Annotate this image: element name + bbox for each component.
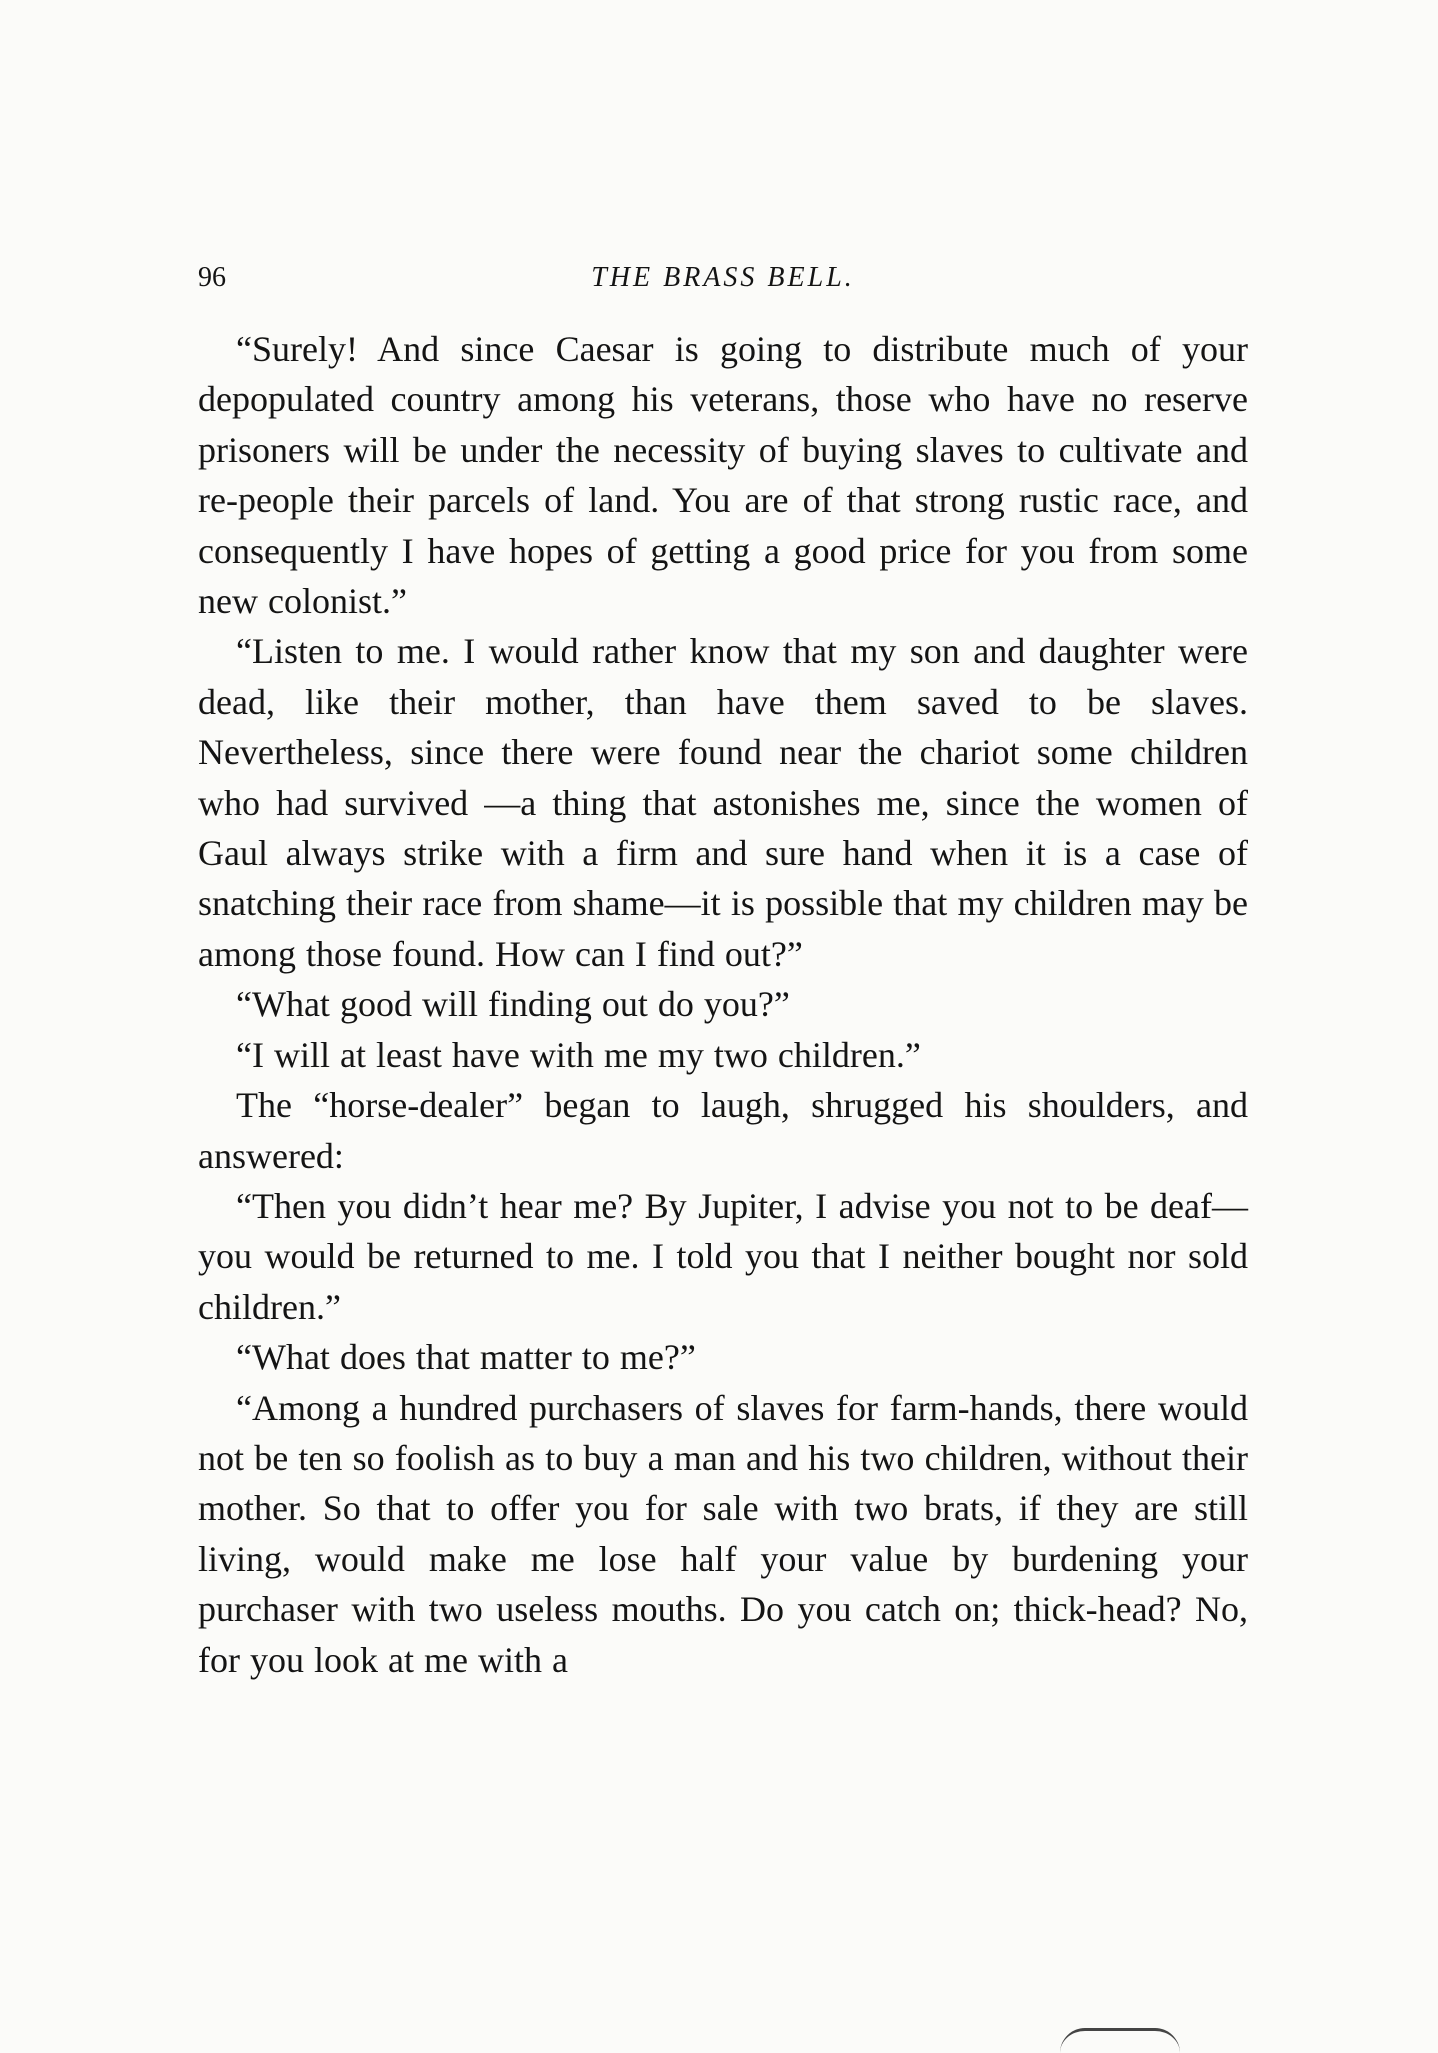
paragraph: “Among a hundred purchasers of slaves for farm-hands, there would not be ten so foolish as to buy a man and his two children, without their mother. So that to offer you for sale with two brats, if they are still living, would make me lose half your value by burdening your purchaser with two useless mouths. Do you catch on; thick-head? No, for you look at me with a	[198, 1387, 1248, 1680]
page-number: 96	[198, 262, 226, 293]
paragraph: “What good will finding out do you?”	[236, 984, 790, 1025]
paragraph: “Then you didn’t hear me? By Jupiter, I advise you not to be deaf—you would be returned to me. I told you that I neither bought nor sold children.”	[198, 1185, 1248, 1327]
paragraph: “What does that matter to me?”	[236, 1337, 696, 1378]
paragraph: “I will at least have with me my two children.”	[236, 1034, 921, 1075]
running-title: THE BRASS BELL.	[591, 262, 855, 293]
paragraph: “Listen to me. I would rather know that my son and daughter were dead, like their mother, than have them saved to be slaves. Nevertheless, since there were found near the chariot some children who had survived —a thing that astonishes me, since the women of Gaul always strike with a firm and sure hand when it is a case of snatching their race from shame—it is possible that my children may be among those found. How can I find out?”	[198, 631, 1248, 974]
scan-artifact-mark	[1060, 2028, 1180, 2053]
page-header	[198, 262, 1248, 302]
paragraph: The “horse-dealer” began to laugh, shrugged his shoulders, and answered:	[198, 1085, 1248, 1176]
paragraph: “Surely! And since Caesar is going to distribute much of your depopulated country among his veterans, those who have no reserve prisoners will be under the necessity of buying slaves to cultivate and re-people their parcels of land. You are of that strong rustic race, and consequently I have hopes of getting a good price for you from some new colonist.”	[198, 329, 1248, 622]
book-page	[198, 262, 1248, 1685]
body-text	[198, 324, 1248, 1685]
